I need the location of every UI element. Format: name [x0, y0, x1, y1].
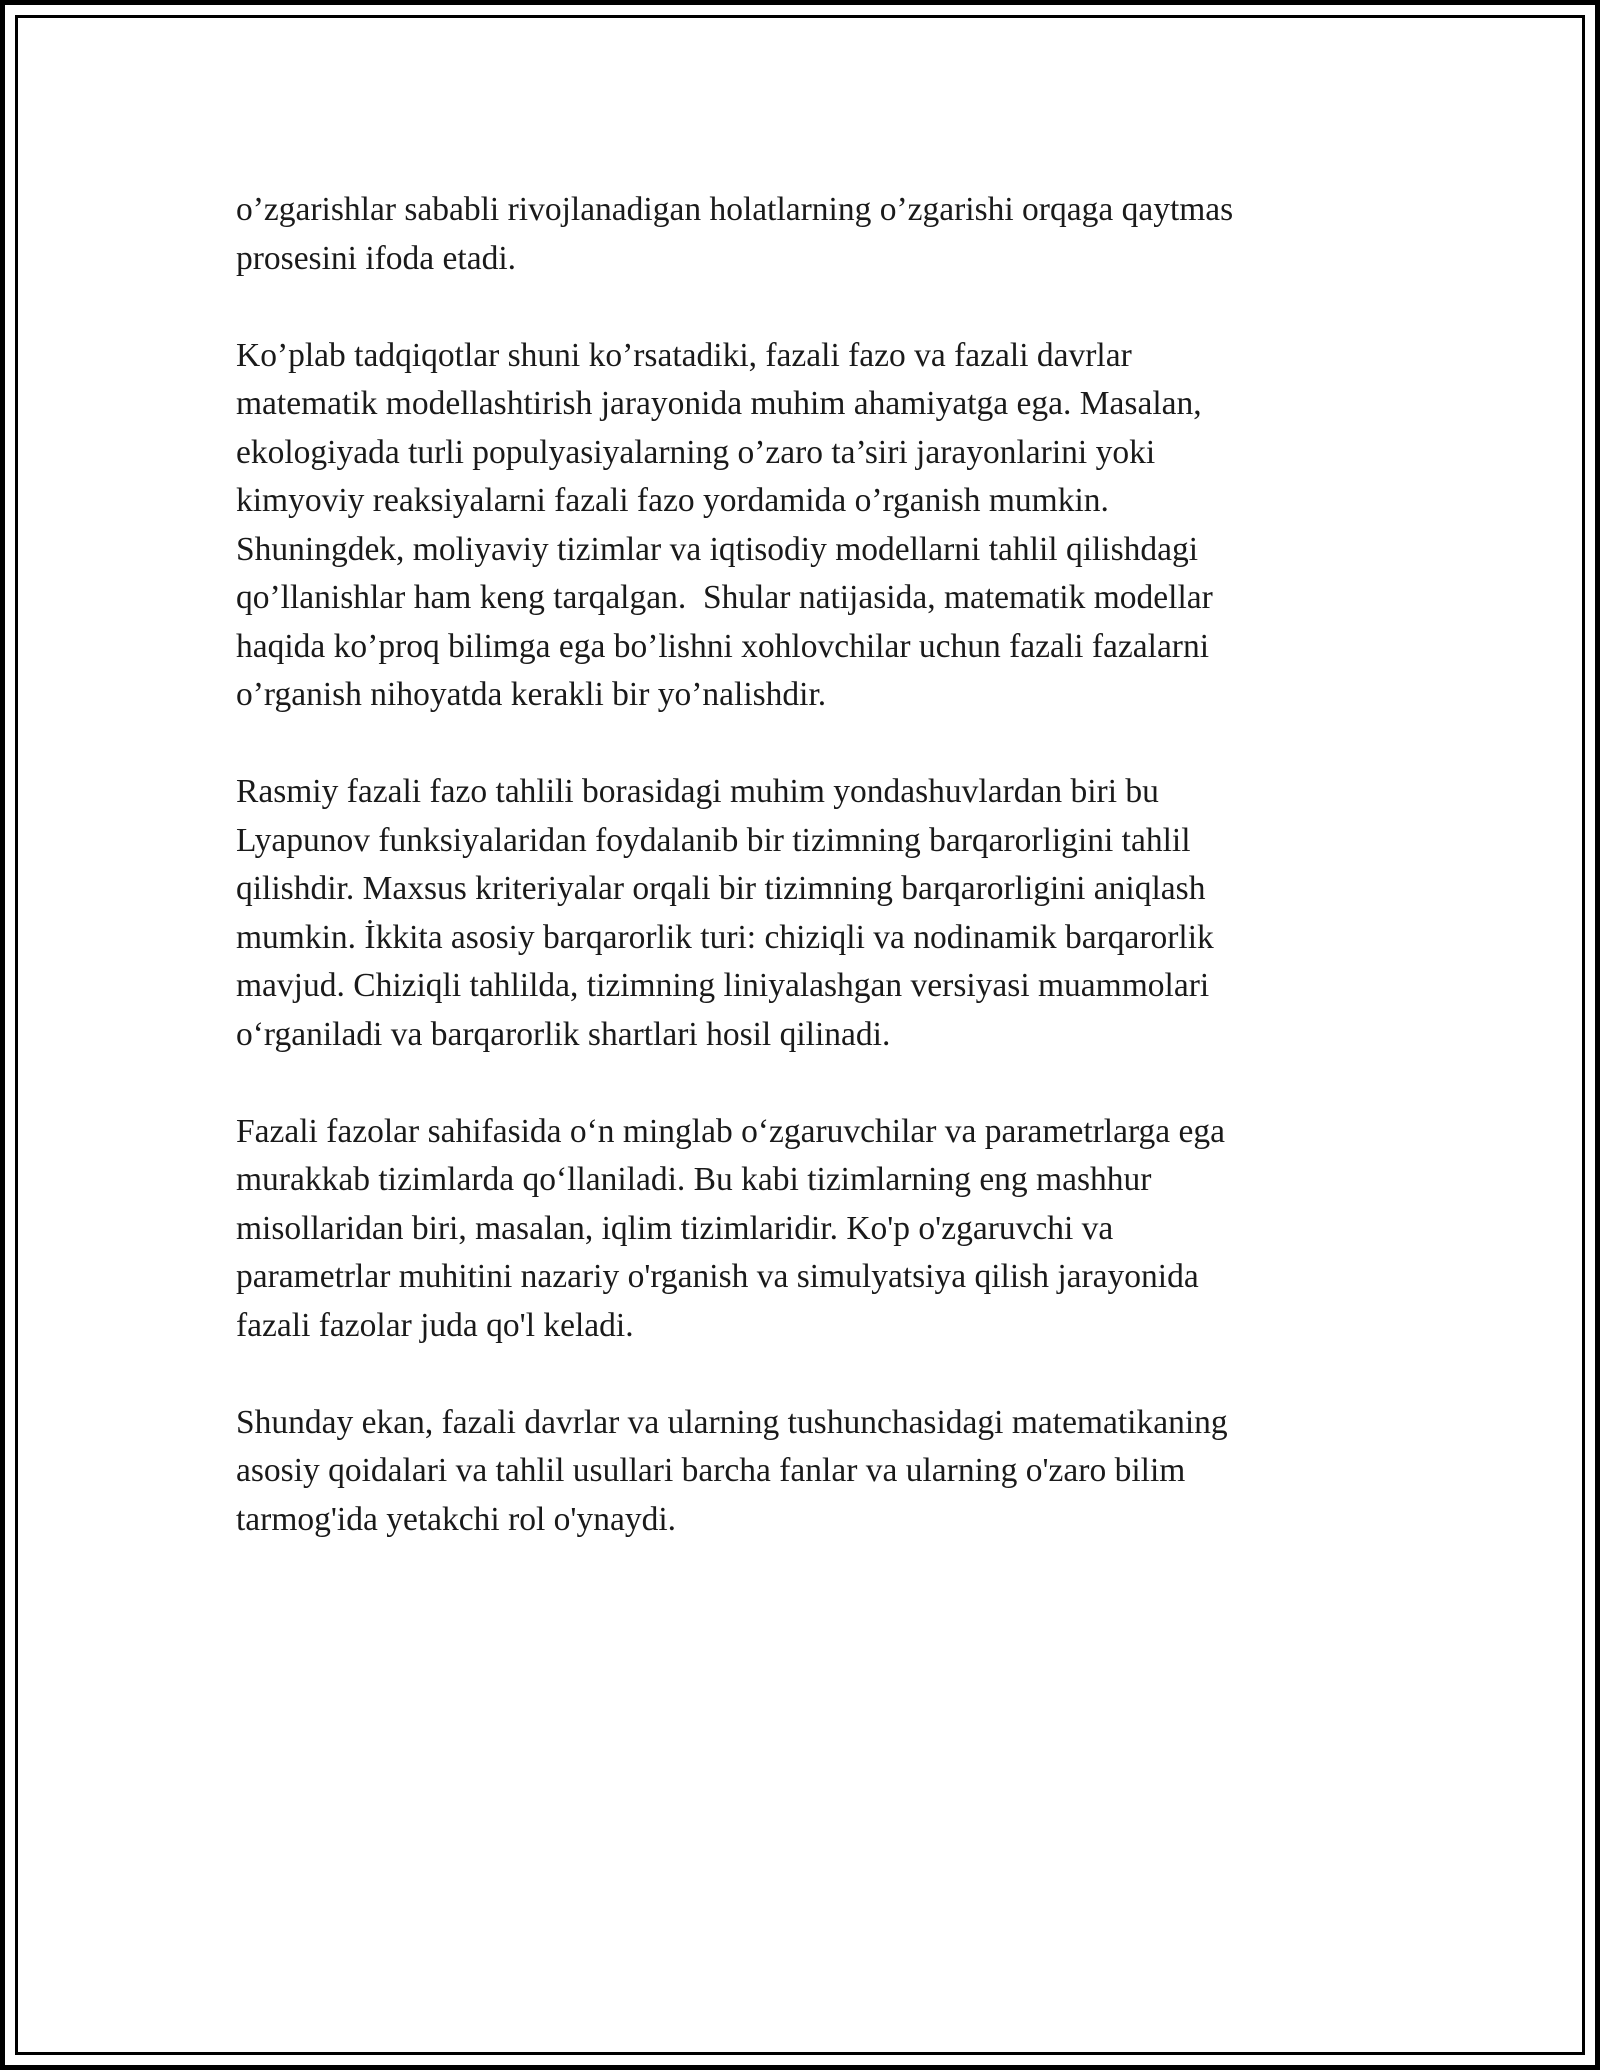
- text-line: haqida ko’proq bilimga ega bo’lishni xohlovchilar uchun fazali fazalarni: [236, 627, 1210, 665]
- text-line: o’zgarishlar sababli rivojlanadigan holatlarning o’zgarishi orqaga qaytmas: [236, 191, 1234, 228]
- text-line: mavjud. Chiziqli tahlilda, tizimning liniyalashgan versiyasi muammolari: [236, 967, 1210, 1004]
- text-line: fazali fazolar juda qo'l keladi.: [236, 1306, 634, 1344]
- text-line: Shuningdek, moliyaviy tizimlar va iqtisodiy modellarni tahlil qilishdagi: [236, 530, 1199, 568]
- text-line: qilishdir. Maxsus kriteriyalar orqali bir tizimning barqarorligini aniqlash: [236, 870, 1206, 907]
- text-line: Fazali fazolar sahifasida o‘n minglab o‘zgaruvchilar va parametrlarga ega: [236, 1112, 1226, 1150]
- document-body: [236, 186, 1366, 1593]
- paragraph: [236, 186, 1366, 283]
- text-line: misollaridan biri, masalan, iqlim tizimlaridir. Ko'p o'zgaruvchi va: [236, 1209, 1114, 1247]
- text-line: Rasmiy fazali fazo tahlili borasidagi muhim yondashuvlardan biri bu: [236, 773, 1159, 810]
- text-line: ekologiyada turli populyasiyalarning o’zaro ta’siri jarayonlarini yoki: [236, 433, 1156, 471]
- text-line: prosesini ifoda etadi.: [236, 239, 517, 277]
- text-line: tarmog'ida yetakchi rol o'ynaydi.: [236, 1500, 676, 1538]
- text-line: Lyapunov funksiyalaridan foydalanib bir tizimning barqarorligini tahlil: [236, 821, 1191, 859]
- text-line: Shunday ekan, fazali davrlar va ularning tushunchasidagi matematikaning: [236, 1403, 1228, 1441]
- text-line: kimyoviy reaksiyalarni fazali fazo yordamida o’rganish mumkin.: [236, 482, 1109, 519]
- text-line: o‘rganiladi va barqarorlik shartlari hosil qilinadi.: [236, 1015, 891, 1053]
- paragraph: [236, 768, 1366, 1059]
- text-line: Ko’plab tadqiqotlar shuni ko’rsatadiki, fazali fazo va fazali davrlar: [236, 336, 1132, 374]
- paragraph: [236, 1108, 1366, 1351]
- text-line: o’rganish nihoyatda kerakli bir yo’nalishdir.: [236, 676, 827, 713]
- text-line: mumkin. İkkita asosiy barqarorlik turi: chiziqli va nodinamik barqarorlik: [236, 918, 1214, 956]
- paragraph: [236, 1399, 1366, 1545]
- text-line: matematik modellashtirish jarayonida muhim ahamiyatga ega. Masalan,: [236, 385, 1202, 422]
- text-line: qo’llanishlar ham keng tarqalgan. Shular natijasida, matematik modellar: [236, 579, 1213, 616]
- text-line: parametrlar muhitini nazariy o'rganish va simulyatsiya qilish jarayonida: [236, 1258, 1199, 1295]
- text-line: asosiy qoidalari va tahlil usullari barcha fanlar va ularning o'zaro bilim: [236, 1452, 1186, 1489]
- text-line: murakkab tizimlarda qo‘llaniladi. Bu kabi tizimlarning eng mashhur: [236, 1161, 1152, 1198]
- paragraph: [236, 332, 1366, 720]
